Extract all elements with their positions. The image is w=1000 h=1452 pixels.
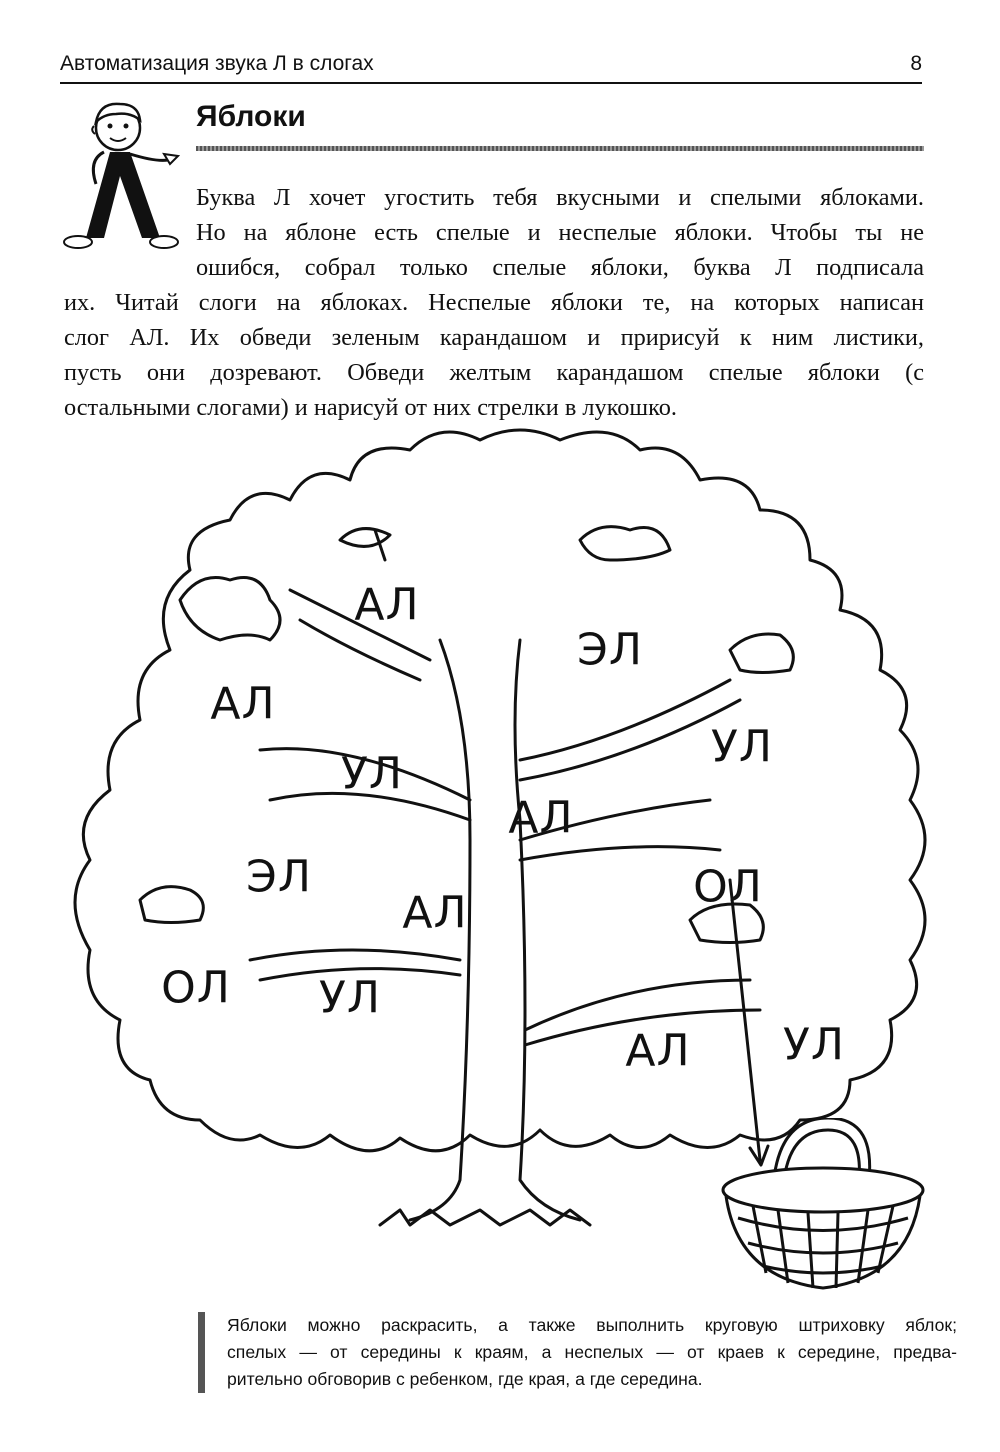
apple-syllable: АЛ bbox=[402, 887, 468, 939]
apple-syllable: ЭЛ bbox=[577, 624, 643, 676]
apple-syllable: АЛ bbox=[354, 579, 420, 631]
note-line: рительно обговорив с ребенком, где края, а где середина. bbox=[227, 1369, 703, 1389]
basket-icon bbox=[718, 1118, 928, 1293]
page-number: 8 bbox=[910, 52, 922, 75]
apple-syllable: АЛ bbox=[210, 678, 276, 730]
intro-text-full bbox=[64, 285, 924, 425]
teacher-note bbox=[198, 1312, 957, 1393]
section-divider bbox=[196, 146, 924, 151]
intro-line: ошибся, собрал только спелые яблоки, буква Л подписала bbox=[196, 254, 924, 281]
apple-syllable: УЛ bbox=[783, 1019, 845, 1071]
intro-line: остальными слогами) и нарисуй от них стрелки в лукошко. bbox=[64, 394, 677, 421]
intro-line: их. Читай слоги на яблоках. Неспелые яблоки те, на которых написан bbox=[64, 289, 924, 316]
intro-line: слог АЛ. Их обведи зеленым карандашом и пририсуй к ним листики, bbox=[64, 324, 924, 351]
apple-syllable: УЛ bbox=[341, 748, 403, 800]
note-line: Яблоки можно раскрасить, а также выполнить круговую штриховку яблок; bbox=[227, 1315, 957, 1335]
apple-syllable: ЭЛ bbox=[246, 851, 312, 903]
running-header bbox=[60, 52, 922, 84]
intro-line: пусть они дозревают. Обведи желтым карандашом спелые яблоки (с bbox=[64, 359, 924, 386]
section-title: Яблоки bbox=[196, 100, 306, 133]
letter-l-boy-icon bbox=[60, 96, 190, 256]
apple-syllable: ОЛ bbox=[693, 861, 763, 913]
apple-syllable: УЛ bbox=[711, 721, 773, 773]
intro-line: Но на яблоне есть спелые и неспелые яблоки. Чтобы ты не bbox=[196, 219, 924, 246]
apple-syllable: ОЛ bbox=[161, 962, 231, 1014]
apple-syllable: АЛ bbox=[508, 792, 574, 844]
note-line: спелых — от середины к краям, а неспелых — от краев к середине, предва- bbox=[227, 1342, 957, 1362]
apple-syllable: УЛ bbox=[319, 972, 381, 1024]
intro-text-indented bbox=[196, 180, 924, 285]
apple-syllable: АЛ bbox=[625, 1025, 691, 1077]
intro-line: Буква Л хочет угостить тебя вкусными и спелыми яблоками. bbox=[196, 184, 924, 211]
header-title: Автоматизация звука Л в слогах bbox=[60, 52, 374, 75]
